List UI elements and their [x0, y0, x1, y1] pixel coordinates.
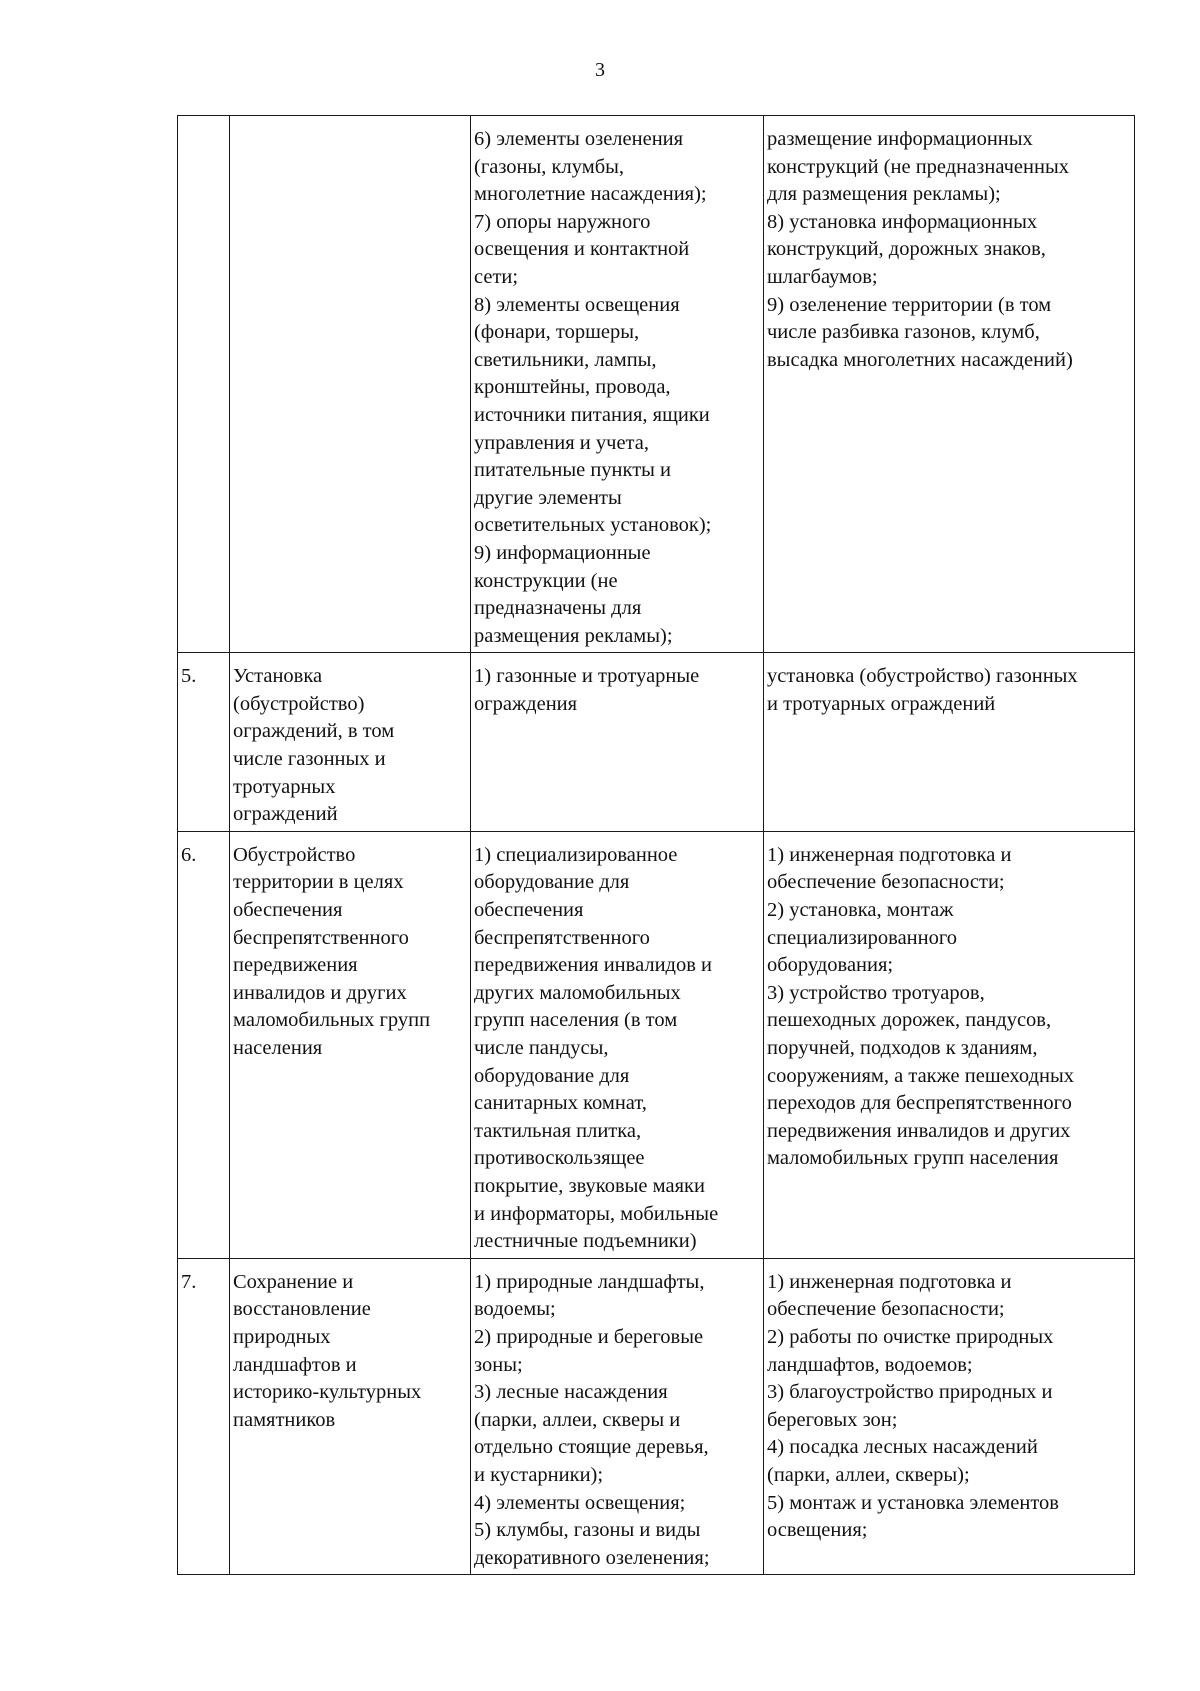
- cell-works: [764, 653, 1135, 832]
- name-line: инвалидов и других: [233, 981, 407, 1004]
- works-line: конструкций, дорожных знаков,: [767, 238, 1046, 261]
- name-line: территории в целях: [233, 871, 404, 894]
- works-line: шлагбаумов;: [767, 265, 878, 288]
- table-row: [178, 653, 1135, 832]
- table-row: [178, 1258, 1135, 1575]
- row-number: 5.: [181, 665, 197, 688]
- cell-works: [764, 1258, 1135, 1575]
- cell-name: [230, 831, 471, 1258]
- name-line: маломобильных групп: [233, 1009, 431, 1032]
- elements-line: 2) природные и береговые: [474, 1325, 704, 1348]
- works-line: конструкций (не предназначенных: [767, 155, 1069, 178]
- cell-elements: [471, 1258, 764, 1575]
- name-line: историко-культурных: [233, 1381, 422, 1404]
- elements-line: тактильная плитка,: [474, 1119, 642, 1142]
- works-line: оборудования;: [767, 954, 894, 977]
- cell-elements: [471, 653, 764, 832]
- elements-line: источники питания, ящики: [474, 403, 710, 426]
- elements-line: управления и учета,: [474, 431, 649, 454]
- row-number-cell: [178, 116, 230, 653]
- elements-line: групп населения (в том: [474, 1009, 678, 1032]
- name-line: обеспечения: [233, 899, 343, 922]
- elements-line: 9) информационные: [474, 541, 651, 564]
- table-row: [178, 831, 1135, 1258]
- name-line: природных: [233, 1325, 331, 1348]
- works-line: передвижения инвалидов и других: [767, 1119, 1071, 1142]
- elements-line: 4) элементы освещения;: [474, 1491, 686, 1514]
- elements-line: 3) лесные насаждения: [474, 1381, 668, 1404]
- works-line: переходов для беспрепятственного: [767, 1092, 1072, 1115]
- works-line: береговых зон;: [767, 1408, 898, 1431]
- cell-works: [764, 831, 1135, 1258]
- cell-name: [230, 653, 471, 832]
- elements-line: 1) специализированное: [474, 843, 678, 866]
- works-line: 2) установка, монтаж: [767, 899, 954, 922]
- row-number: 6.: [181, 843, 197, 866]
- page-number: 3: [595, 59, 605, 81]
- name-line: Установка: [233, 665, 323, 688]
- works-line: 2) работы по очистке природных: [767, 1325, 1054, 1348]
- elements-line: водоемы;: [474, 1298, 556, 1321]
- elements-line: других маломобильных: [474, 981, 681, 1004]
- works-line: 1) инженерная подготовка и: [767, 843, 1012, 866]
- works-line: 4) посадка лесных насаждений: [767, 1436, 1038, 1459]
- name-line: беспрепятственного: [233, 926, 409, 949]
- cell-name: [230, 1258, 471, 1575]
- elements-line: кронштейны, провода,: [474, 376, 671, 399]
- works-line: и тротуарных ограждений: [767, 692, 996, 715]
- row-number: 7.: [181, 1270, 197, 1293]
- cell-works: [764, 116, 1135, 653]
- name-line: памятников: [233, 1408, 336, 1431]
- elements-line: конструкции (не: [474, 569, 618, 592]
- works-line: ландшафтов, водоемов;: [767, 1353, 973, 1376]
- elements-line: 1) природные ландшафты,: [474, 1270, 705, 1293]
- works-line: 5) монтаж и установка элементов: [767, 1491, 1059, 1514]
- row-number-cell: [178, 653, 230, 832]
- elements-line: передвижения инвалидов и: [474, 954, 713, 977]
- works-line: размещение информационных: [767, 128, 1033, 150]
- row-number-cell: [178, 831, 230, 1258]
- table-body: [178, 116, 1135, 1575]
- elements-line: 8) элементы освещения: [474, 293, 680, 316]
- name-line: ограждений, в том: [233, 720, 395, 743]
- works-line: (парки, аллеи, скверы);: [767, 1463, 970, 1486]
- elements-line: оборудование для: [474, 871, 630, 894]
- name-line: ограждений: [233, 803, 338, 826]
- elements-line: декоративного озеленения;: [474, 1546, 710, 1569]
- name-line: Обустройство: [233, 843, 356, 866]
- elements-line: многолетние насаждения);: [474, 183, 707, 206]
- elements-line: числе пандусы,: [474, 1037, 609, 1059]
- works-line: для размещения рекламы);: [767, 183, 1001, 206]
- elements-line: 1) газонные и тротуарные: [474, 665, 700, 688]
- works-line: специализированного: [767, 926, 958, 949]
- table-row: [178, 116, 1135, 653]
- name-line: (обустройство): [233, 692, 365, 715]
- elements-line: сети;: [474, 265, 519, 288]
- elements-line: осветительных установок);: [474, 514, 712, 537]
- name-line: тротуарных: [233, 775, 336, 798]
- works-line: поручней, подходов к зданиям,: [767, 1037, 1038, 1059]
- name-line: числе газонных и: [233, 748, 386, 771]
- elements-line: освещения и контактной: [474, 238, 690, 261]
- works-line: 1) инженерная подготовка и: [767, 1270, 1012, 1293]
- elements-line: предназначены для: [474, 597, 642, 620]
- elements-line: беспрепятственного: [474, 926, 650, 949]
- elements-line: отдельно стоящие деревья,: [474, 1436, 709, 1459]
- elements-line: противоскользящее: [474, 1147, 645, 1170]
- works-line: числе разбивка газонов, клумб,: [767, 321, 1040, 344]
- works-line: обеспечение безопасности;: [767, 871, 1005, 894]
- works-line: высадка многолетних насаждений): [767, 348, 1073, 371]
- works-line: сооружениям, а также пешеходных: [767, 1064, 1074, 1087]
- data-table: [177, 115, 1135, 1575]
- elements-line: 6) элементы озеленения: [474, 128, 684, 150]
- elements-line: размещения рекламы);: [474, 624, 673, 647]
- elements-line: оборудование для: [474, 1064, 630, 1087]
- name-line: восстановление: [233, 1298, 371, 1321]
- elements-line: лестничные подъемники): [474, 1230, 697, 1253]
- works-line: установка (обустройство) газонных: [767, 665, 1078, 688]
- works-line: обеспечение безопасности;: [767, 1298, 1005, 1321]
- elements-line: питательные пункты и: [474, 459, 672, 482]
- works-line: 3) благоустройство природных и: [767, 1381, 1053, 1404]
- row-number-cell: [178, 1258, 230, 1575]
- elements-line: (парки, аллеи, скверы и: [474, 1408, 681, 1431]
- cell-name: [230, 116, 471, 653]
- works-line: 3) устройство тротуаров,: [767, 981, 985, 1004]
- works-line: 8) установка информационных: [767, 210, 1038, 233]
- works-line: маломобильных групп населения: [767, 1147, 1059, 1170]
- name-line: ландшафтов и: [233, 1353, 357, 1376]
- elements-line: санитарных комнат,: [474, 1092, 647, 1115]
- cell-elements: [471, 831, 764, 1258]
- elements-line: другие элементы: [474, 486, 622, 509]
- elements-line: покрытие, звуковые маяки: [474, 1174, 705, 1197]
- elements-line: 5) клумбы, газоны и виды: [474, 1519, 701, 1542]
- works-line: пешеходных дорожек, пандусов,: [767, 1009, 1052, 1032]
- cell-elements: [471, 116, 764, 653]
- works-line: освещения;: [767, 1519, 868, 1542]
- elements-line: (газоны, клумбы,: [474, 155, 625, 178]
- elements-line: и информаторы, мобильные: [474, 1202, 719, 1225]
- name-line: Сохранение и: [233, 1270, 354, 1293]
- elements-line: светильники, лампы,: [474, 348, 657, 371]
- elements-line: зоны;: [474, 1353, 523, 1376]
- name-line: передвижения: [233, 954, 358, 977]
- elements-line: и кустарники);: [474, 1463, 604, 1486]
- elements-line: обеспечения: [474, 899, 584, 922]
- elements-line: (фонари, торшеры,: [474, 321, 640, 344]
- elements-line: 7) опоры наружного: [474, 210, 651, 233]
- name-line: населения: [233, 1037, 323, 1059]
- works-line: 9) озеленение территории (в том: [767, 293, 1052, 316]
- elements-line: ограждения: [474, 692, 578, 715]
